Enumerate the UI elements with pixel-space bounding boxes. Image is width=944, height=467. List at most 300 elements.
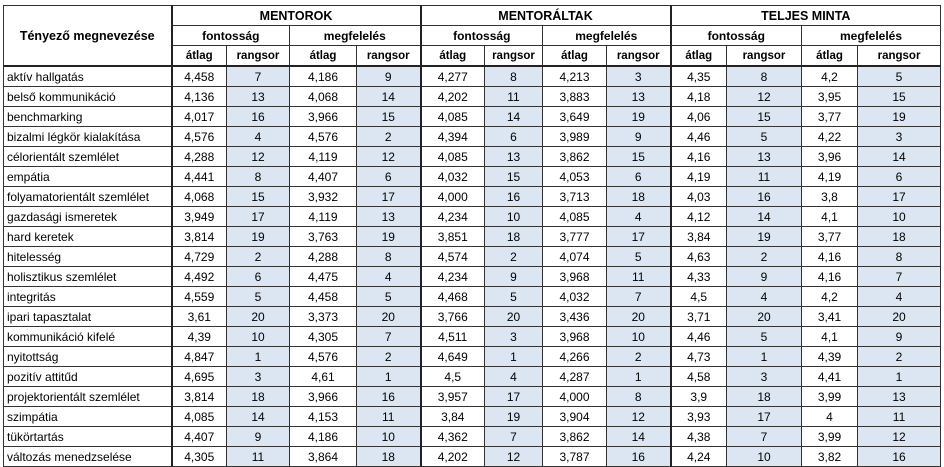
rank-cell: 17 (227, 207, 290, 227)
average-cell: 3,99 (802, 427, 858, 447)
table-row (4, 147, 941, 167)
average-cell: 4,2 (802, 66, 858, 87)
average-cell: 4,288 (290, 247, 357, 267)
rank-cell: 7 (357, 327, 421, 347)
rank-cell: 8 (727, 66, 802, 87)
average-cell: 3,9 (671, 387, 727, 407)
rank-cell: 17 (357, 187, 421, 207)
rank-cell: 5 (485, 287, 543, 307)
average-cell: 4,39 (802, 347, 858, 367)
average-cell: 3,77 (802, 227, 858, 247)
average-cell: 3,96 (802, 147, 858, 167)
rank-cell: 13 (858, 387, 941, 407)
average-cell: 4,574 (421, 247, 485, 267)
rank-cell: 12 (607, 407, 671, 427)
average-cell: 4,576 (290, 347, 357, 367)
average-cell: 3,77 (802, 107, 858, 127)
average-cell: 4,5 (671, 287, 727, 307)
table-row (4, 407, 941, 427)
average-cell: 4,234 (421, 267, 485, 287)
rank-cell: 11 (357, 407, 421, 427)
factor-name-cell: gazdasági ismeretek (4, 207, 172, 227)
rank-cell: 8 (607, 387, 671, 407)
average-cell: 4,475 (290, 267, 357, 287)
average-cell: 3,84 (671, 227, 727, 247)
subgroup-header-fontossag: fontosság (421, 26, 543, 46)
average-cell: 4,136 (172, 87, 227, 107)
average-cell: 4,16 (671, 147, 727, 167)
rank-cell: 11 (607, 267, 671, 287)
rank-cell: 11 (858, 407, 941, 427)
factor-name-header: Tényező megnevezése (4, 6, 172, 67)
average-cell: 4,085 (543, 207, 607, 227)
metric-header-atlag: átlag (290, 46, 357, 67)
average-cell: 4,19 (802, 167, 858, 187)
average-cell: 4,017 (172, 107, 227, 127)
rank-cell: 3 (727, 367, 802, 387)
rank-cell: 5 (727, 127, 802, 147)
rank-cell: 3 (858, 127, 941, 147)
average-cell: 4,58 (671, 367, 727, 387)
average-cell: 3,968 (543, 267, 607, 287)
rank-cell: 3 (227, 367, 290, 387)
rank-cell: 18 (485, 227, 543, 247)
rank-cell: 11 (727, 167, 802, 187)
rank-cell: 3 (607, 66, 671, 87)
average-cell: 3,814 (172, 227, 227, 247)
rank-cell: 10 (607, 327, 671, 347)
average-cell: 4,18 (671, 87, 727, 107)
average-cell: 4,074 (543, 247, 607, 267)
average-cell: 4,511 (421, 327, 485, 347)
rank-cell: 5 (357, 287, 421, 307)
rank-cell: 7 (227, 66, 290, 87)
average-cell: 4,492 (172, 267, 227, 287)
average-cell: 4,153 (290, 407, 357, 427)
rank-cell: 17 (485, 387, 543, 407)
metric-header-atlag: átlag (802, 46, 858, 67)
rank-cell: 19 (357, 227, 421, 247)
rank-cell: 9 (357, 66, 421, 87)
rank-cell: 3 (485, 327, 543, 347)
rank-cell: 1 (485, 347, 543, 367)
rank-cell: 16 (607, 447, 671, 467)
table-row (4, 66, 941, 87)
average-cell: 4,06 (671, 107, 727, 127)
rank-cell: 7 (485, 427, 543, 447)
rank-cell: 1 (607, 367, 671, 387)
rank-cell: 15 (607, 147, 671, 167)
average-cell: 4,458 (172, 66, 227, 87)
average-cell: 4,186 (290, 66, 357, 87)
rank-cell: 4 (858, 287, 941, 307)
factor-name-cell: változás menedzselése (4, 447, 172, 467)
rank-cell: 2 (858, 347, 941, 367)
rank-cell: 6 (357, 167, 421, 187)
table-row (4, 187, 941, 207)
average-cell: 3,93 (671, 407, 727, 427)
rank-cell: 12 (357, 147, 421, 167)
table-row (4, 247, 941, 267)
table-row (4, 267, 941, 287)
average-cell: 4,085 (172, 407, 227, 427)
average-cell: 4,186 (290, 427, 357, 447)
rank-cell: 16 (227, 107, 290, 127)
rank-cell: 8 (858, 247, 941, 267)
average-cell: 4,695 (172, 367, 227, 387)
metric-header-atlag: átlag (543, 46, 607, 67)
average-cell: 4,068 (290, 87, 357, 107)
rank-cell: 13 (357, 207, 421, 227)
rank-cell: 8 (227, 167, 290, 187)
average-cell: 4,19 (671, 167, 727, 187)
average-cell: 4,305 (172, 447, 227, 467)
average-cell: 4,053 (543, 167, 607, 187)
subgroup-header-megfeleles: megfelelés (543, 26, 671, 46)
rank-cell: 2 (485, 247, 543, 267)
factor-name-cell: kommunikáció kifelé (4, 327, 172, 347)
average-cell: 3,883 (543, 87, 607, 107)
average-cell: 4,305 (290, 327, 357, 347)
average-cell: 4,576 (172, 127, 227, 147)
average-cell: 4,032 (421, 167, 485, 187)
average-cell: 3,84 (421, 407, 485, 427)
rank-cell: 12 (485, 447, 543, 467)
rank-cell: 17 (858, 187, 941, 207)
rank-cell: 12 (727, 87, 802, 107)
average-cell: 4,407 (290, 167, 357, 187)
average-cell: 3,763 (290, 227, 357, 247)
header-row-groups (4, 6, 941, 26)
rank-cell: 7 (727, 427, 802, 447)
subgroup-header-fontossag: fontosság (671, 26, 802, 46)
rank-cell: 14 (357, 87, 421, 107)
metric-header-rangsor: rangsor (357, 46, 421, 67)
factor-name-cell: holisztikus szemlélet (4, 267, 172, 287)
average-cell: 4,119 (290, 207, 357, 227)
table-row (4, 327, 941, 347)
table-row (4, 107, 941, 127)
rank-cell: 11 (227, 447, 290, 467)
rank-cell: 4 (485, 367, 543, 387)
average-cell: 4,63 (671, 247, 727, 267)
average-cell: 4,559 (172, 287, 227, 307)
average-cell: 3,71 (671, 307, 727, 327)
rank-cell: 9 (607, 127, 671, 147)
average-cell: 4,441 (172, 167, 227, 187)
average-cell: 3,82 (802, 447, 858, 467)
factor-name-cell: tükörtartás (4, 427, 172, 447)
metric-header-rangsor: rangsor (607, 46, 671, 67)
factor-name-cell: projektorientált szemlélet (4, 387, 172, 407)
average-cell: 4,24 (671, 447, 727, 467)
average-cell: 4,61 (290, 367, 357, 387)
average-cell: 4,394 (421, 127, 485, 147)
average-cell: 3,932 (290, 187, 357, 207)
average-cell: 3,989 (543, 127, 607, 147)
average-cell: 4,000 (543, 387, 607, 407)
average-cell: 3,61 (172, 307, 227, 327)
average-cell: 4,458 (290, 287, 357, 307)
rank-cell: 2 (727, 247, 802, 267)
table-row (4, 287, 941, 307)
rank-cell: 4 (227, 127, 290, 147)
rank-cell: 14 (858, 147, 941, 167)
average-cell: 3,95 (802, 87, 858, 107)
rank-cell: 9 (727, 267, 802, 287)
rank-cell: 12 (227, 147, 290, 167)
metric-header-rangsor: rangsor (227, 46, 290, 67)
average-cell: 4,41 (802, 367, 858, 387)
average-cell: 3,968 (543, 327, 607, 347)
average-cell: 4,16 (802, 267, 858, 287)
rank-cell: 8 (357, 247, 421, 267)
rank-cell: 1 (227, 347, 290, 367)
rank-cell: 20 (858, 307, 941, 327)
rank-cell: 4 (607, 207, 671, 227)
average-cell: 3,957 (421, 387, 485, 407)
rank-cell: 9 (227, 427, 290, 447)
table-row (4, 87, 941, 107)
rank-cell: 20 (485, 307, 543, 327)
average-cell: 4,22 (802, 127, 858, 147)
rank-cell: 13 (227, 87, 290, 107)
factor-name-cell: hitelesség (4, 247, 172, 267)
table-row (4, 367, 941, 387)
average-cell: 4,2 (802, 287, 858, 307)
average-cell: 4,202 (421, 447, 485, 467)
average-cell: 4,266 (543, 347, 607, 367)
factor-name-cell: empátia (4, 167, 172, 187)
average-cell: 3,787 (543, 447, 607, 467)
average-cell: 4,000 (421, 187, 485, 207)
average-cell: 3,966 (290, 387, 357, 407)
rank-cell: 7 (858, 267, 941, 287)
metric-header-atlag: átlag (172, 46, 227, 67)
average-cell: 4,35 (671, 66, 727, 87)
factor-name-cell: belső kommunikáció (4, 87, 172, 107)
rank-cell: 13 (607, 87, 671, 107)
average-cell: 3,766 (421, 307, 485, 327)
subgroup-header-megfeleles: megfelelés (802, 26, 941, 46)
rank-cell: 19 (858, 107, 941, 127)
rank-cell: 15 (357, 107, 421, 127)
table-row (4, 347, 941, 367)
rank-cell: 20 (727, 307, 802, 327)
rank-cell: 6 (607, 167, 671, 187)
factor-name-cell: szimpátia (4, 407, 172, 427)
average-cell: 4,213 (543, 66, 607, 87)
metric-header-rangsor: rangsor (858, 46, 941, 67)
rank-cell: 14 (607, 427, 671, 447)
rank-cell: 2 (227, 247, 290, 267)
rank-cell: 7 (607, 287, 671, 307)
rank-cell: 18 (607, 187, 671, 207)
average-cell: 3,814 (172, 387, 227, 407)
rank-cell: 15 (485, 167, 543, 187)
average-cell: 3,904 (543, 407, 607, 427)
rank-cell: 20 (227, 307, 290, 327)
rank-cell: 9 (858, 327, 941, 347)
rank-cell: 11 (485, 87, 543, 107)
average-cell: 4 (802, 407, 858, 427)
average-cell: 3,851 (421, 227, 485, 247)
rank-cell: 10 (227, 327, 290, 347)
rank-cell: 4 (727, 287, 802, 307)
rank-cell: 18 (858, 227, 941, 247)
rank-cell: 6 (485, 127, 543, 147)
rank-cell: 14 (485, 107, 543, 127)
rank-cell: 14 (227, 407, 290, 427)
factor-name-cell: integritás (4, 287, 172, 307)
rank-cell: 15 (227, 187, 290, 207)
rank-cell: 8 (485, 66, 543, 87)
rank-cell: 9 (485, 267, 543, 287)
rank-cell: 15 (858, 87, 941, 107)
rank-cell: 18 (227, 387, 290, 407)
average-cell: 3,949 (172, 207, 227, 227)
average-cell: 4,16 (802, 247, 858, 267)
rank-cell: 10 (357, 427, 421, 447)
table-header (4, 6, 941, 67)
rank-cell: 6 (227, 267, 290, 287)
rank-cell: 2 (357, 127, 421, 147)
average-cell: 3,862 (543, 427, 607, 447)
average-cell: 4,5 (421, 367, 485, 387)
factor-name-cell: hard keretek (4, 227, 172, 247)
rank-cell: 2 (357, 347, 421, 367)
average-cell: 3,966 (290, 107, 357, 127)
table-row (4, 307, 941, 327)
group-header-teljes-minta: TELJES MINTA (671, 6, 941, 26)
rank-cell: 6 (858, 167, 941, 187)
average-cell: 4,085 (421, 147, 485, 167)
table-row (4, 427, 941, 447)
rank-cell: 13 (485, 147, 543, 167)
factor-name-cell: folyamatorientált szemlélet (4, 187, 172, 207)
factor-name-cell: nyitottság (4, 347, 172, 367)
average-cell: 4,46 (671, 327, 727, 347)
average-cell: 4,119 (290, 147, 357, 167)
average-cell: 4,085 (421, 107, 485, 127)
average-cell: 3,41 (802, 307, 858, 327)
table-row (4, 447, 941, 467)
ranking-table (3, 5, 941, 467)
average-cell: 4,362 (421, 427, 485, 447)
average-cell: 4,288 (172, 147, 227, 167)
rank-cell: 13 (727, 147, 802, 167)
rank-cell: 19 (485, 407, 543, 427)
average-cell: 3,649 (543, 107, 607, 127)
metric-header-rangsor: rangsor (727, 46, 802, 67)
average-cell: 4,032 (543, 287, 607, 307)
average-cell: 3,864 (290, 447, 357, 467)
rank-cell: 19 (607, 107, 671, 127)
subgroup-header-megfeleles: megfelelés (290, 26, 421, 46)
rank-cell: 5 (227, 287, 290, 307)
rank-cell: 4 (357, 267, 421, 287)
rank-cell: 10 (485, 207, 543, 227)
average-cell: 4,33 (671, 267, 727, 287)
table-row (4, 387, 941, 407)
rank-cell: 20 (607, 307, 671, 327)
average-cell: 4,234 (421, 207, 485, 227)
rank-cell: 20 (357, 307, 421, 327)
average-cell: 4,202 (421, 87, 485, 107)
average-cell: 4,576 (290, 127, 357, 147)
rank-cell: 2 (607, 347, 671, 367)
rank-cell: 16 (858, 447, 941, 467)
rank-cell: 1 (357, 367, 421, 387)
rank-cell: 18 (727, 387, 802, 407)
subgroup-header-fontossag: fontosság (172, 26, 290, 46)
rank-cell: 5 (858, 66, 941, 87)
factor-name-cell: ipari tapasztalat (4, 307, 172, 327)
average-cell: 4,03 (671, 187, 727, 207)
rank-cell: 10 (858, 207, 941, 227)
average-cell: 3,373 (290, 307, 357, 327)
rank-cell: 16 (357, 387, 421, 407)
average-cell: 3,862 (543, 147, 607, 167)
rank-cell: 10 (727, 447, 802, 467)
group-header-mentorok: MENTOROK (172, 6, 421, 26)
rank-cell: 15 (727, 107, 802, 127)
rank-cell: 17 (727, 407, 802, 427)
average-cell: 4,407 (172, 427, 227, 447)
average-cell: 4,068 (172, 187, 227, 207)
average-cell: 4,649 (421, 347, 485, 367)
average-cell: 3,436 (543, 307, 607, 327)
average-cell: 3,8 (802, 187, 858, 207)
rank-cell: 16 (727, 187, 802, 207)
table-body (4, 66, 941, 467)
rank-cell: 17 (607, 227, 671, 247)
rank-cell: 19 (727, 227, 802, 247)
rank-cell: 14 (727, 207, 802, 227)
rank-cell: 1 (858, 367, 941, 387)
average-cell: 4,277 (421, 66, 485, 87)
table-row (4, 167, 941, 187)
average-cell: 3,777 (543, 227, 607, 247)
factor-name-cell: benchmarking (4, 107, 172, 127)
rank-cell: 19 (227, 227, 290, 247)
metric-header-atlag: átlag (671, 46, 727, 67)
rank-cell: 16 (485, 187, 543, 207)
factor-name-cell: bizalmi légkör kialakítása (4, 127, 172, 147)
average-cell: 4,1 (802, 207, 858, 227)
average-cell: 4,468 (421, 287, 485, 307)
metric-header-rangsor: rangsor (485, 46, 543, 67)
average-cell: 4,729 (172, 247, 227, 267)
average-cell: 4,847 (172, 347, 227, 367)
group-header-mentoraltak: MENTORÁLTAK (421, 6, 671, 26)
average-cell: 3,713 (543, 187, 607, 207)
average-cell: 3,99 (802, 387, 858, 407)
rank-cell: 5 (727, 327, 802, 347)
table-row (4, 127, 941, 147)
rank-cell: 5 (607, 247, 671, 267)
average-cell: 4,39 (172, 327, 227, 347)
factor-name-cell: pozitív attitűd (4, 367, 172, 387)
average-cell: 4,287 (543, 367, 607, 387)
metric-header-atlag: átlag (421, 46, 485, 67)
factor-name-cell: célorientált szemlélet (4, 147, 172, 167)
rank-cell: 1 (727, 347, 802, 367)
average-cell: 4,46 (671, 127, 727, 147)
average-cell: 4,12 (671, 207, 727, 227)
average-cell: 4,73 (671, 347, 727, 367)
rank-cell: 18 (357, 447, 421, 467)
